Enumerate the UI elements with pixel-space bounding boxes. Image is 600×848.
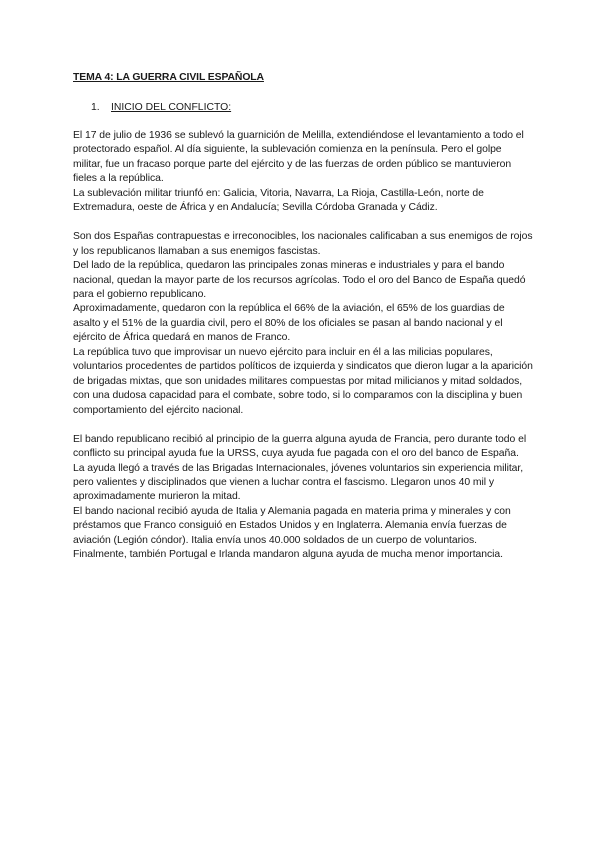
text-block-2 (73, 230, 533, 418)
document-title: TEMA 4: LA GUERRA CIVIL ESPAÑOLA (73, 72, 264, 83)
text-block-3 (73, 433, 533, 563)
paragraph: El bando nacional recibió ayuda de Italia y Alemania pagada en materia prima y minerales y con préstamos que Franco consiguió en Estados Unidos y en Inglaterra. Alemania envía fuerzas de aviación (Legión cóndor). Italia envía unos 40.000 soldados de un cuerpo de voluntarios. Finalmente, también Portugal e Irlanda mandaron alguna ayuda de mucha menor importancia. (73, 505, 511, 561)
text-block-1 (73, 129, 533, 216)
section-label: INICIO DEL CONFLICTO: (111, 102, 232, 113)
paragraph: Del lado de la república, quedaron las principales zonas mineras e industriales y para el bando nacional, quedan la mayor parte de los recursos agrícolas. Todo el oro del Banco de España quedó para el gobierno republicano. (73, 260, 526, 301)
document-content (73, 71, 533, 563)
paragraph: El 17 de julio de 1936 se sublevó la guarnición de Melilla, extendiéndose el levantamiento a todo el protectorado español. Al día siguiente, la sublevación comienza en la península. Pero el golpe militar, fue un fracaso porque parte del ejército y de las fuerzas de orden público se mantuvieron fieles a la república. (73, 130, 524, 185)
paragraph: La sublevación militar triunfó en: Galicia, Vitoria, Navarra, La Rioja, Castilla-León, norte de Extremadura, oeste de África y en Andalucía; Sevilla Córdoba Granada y Cádiz. (73, 187, 484, 214)
section-heading (91, 101, 533, 115)
section-number: 1. (91, 102, 100, 113)
paragraph: La república tuvo que improvisar un nuevo ejército para incluir en él a las milicias populares, voluntarios procedentes de partidos políticos de izquierda y sindicatos que dieron lugar a la aparición de brigadas mixtas, que son unidades militares compuestas por mitad milicianos y mitad soldados, con una dudosa capacidad para el combate, sobre todo, si lo comparamos con la disciplina y buen comportamiento del ejército nacional. (73, 346, 533, 416)
paragraph: Son dos Españas contrapuestas e irreconocibles, los nacionales calificaban a sus enemigos de rojos y los republicanos llamaban a sus enemigos fascistas. (73, 231, 533, 257)
paragraph: El bando republicano recibió al principio de la guerra alguna ayuda de Francia, pero durante todo el conflicto su principal ayuda fue la URSS, cuya ayuda fue pagada con el oro del banco de España. La ayuda llegó a través de las Brigadas Internacionales, jóvenes voluntarios sin experiencia militar, pero valientes y disciplinados que vienen a luchar contra el fascismo. Llegaron unos 40 mil y aproximadamente murieron la mitad. (73, 433, 527, 503)
paragraph: Aproximadamente, quedaron con la república el 66% de la aviación, el 65% de los guardias de asalto y el 51% de la guardia civil, pero el 80% de los oficiales se pasan al bando nacional y el ejército de África quedará en manos de Franco. (73, 303, 505, 344)
